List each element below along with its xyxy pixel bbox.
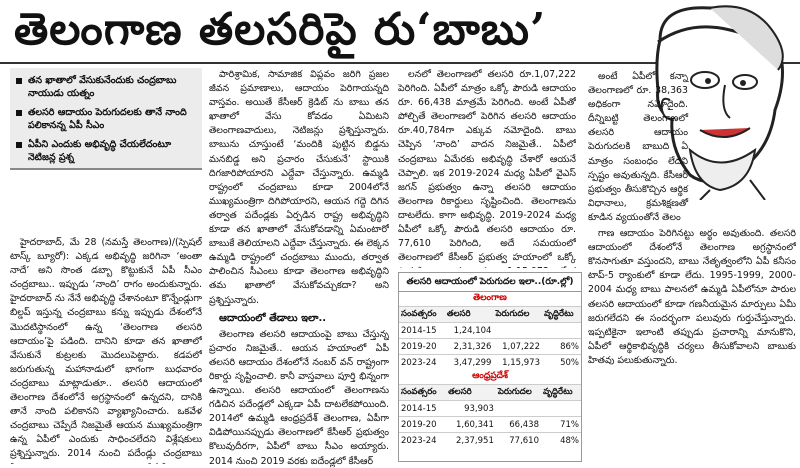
- telangana-table: [399, 306, 581, 370]
- table-cell: 2014-15: [399, 323, 445, 339]
- table-cell: 50%: [542, 355, 581, 371]
- headline: తెలంగాణ తలసరిపై రు‘బాబు’: [14, 4, 547, 55]
- table-cell: 2019-20: [399, 417, 446, 433]
- table-cell: 2023-24: [399, 355, 445, 371]
- table-cell: 2,37,951: [446, 433, 496, 449]
- column-header: సంవత్సరం: [399, 307, 445, 323]
- table-cell: 1,24,104: [445, 323, 494, 339]
- column-header: వృద్ధిరేటు: [541, 385, 581, 401]
- column-header: వృద్ధిరేటు: [542, 307, 581, 323]
- table-row: [399, 355, 581, 371]
- table-cell: 2,31,326: [445, 339, 494, 355]
- bullet-icon: [16, 110, 22, 116]
- article-paragraph: హైదరాబాద్, మే 28 (నమస్తే తెలంగాణ)/(స్పెషల్ టాస్క్ బ్యూరో): ఎక్కడ అభివృద్ధి జరిగినా ‘అంతా నాదే’ అని సొంత డబ్బా కొట్టుకునే ఏపీ సీఎం చంద్రబాబు.. ఇప్పుడు ‘నాంది’ రాగం అందుకున్నారు. హైదరాబాద్ ను నేనే అభివృద్ధి చేశానంటూ కొన్నేండ్లుగా బిల్డప్ ఇస్తున్న చంద్రబాబు కన్ను ఇప్పుడు దేశంలోనే మొదటిస్థానంలో ఉన్న ‘తెలంగాణ తలసరి ఆదాయం’పై పడింది. దానిని కూడా తన ఖాతాలో వేసుకునే కుట్రలకు మొదలుపెట్టారు. కడపలో జరుగుతున్న మహానాడులో భాగంగా బుధవారం చంద్రబాబు మాట్లాడుతూ.. తలసరి ఆదాయంలో తెలంగాణ దేశంలోనే అగ్రస్థానంలో ఉన్నదని, దానికి తానే నాంది పలికానని వ్యాఖ్యానించారు. ఒకవేళ చంద్రబాబు చెప్పేదే నిజమైతే ఆయన ముఖ్యమంత్రిగా ఉన్న ఏపీలో ఎందుకు సాధించలేదని విశ్లేషకులు ప్రశ్నిస్తున్నారు. 2014 నుంచి పదేండ్లు చంద్రబాబు: [10, 237, 202, 460]
- article-column-1: [10, 236, 202, 464]
- highlight-item: తన ఖాతాలో వేసుకునేందుకు చంద్రబాబు నాయుడు యత్నం: [14, 74, 196, 100]
- table-cell: 3,47,299: [445, 355, 494, 371]
- table-cell: 77,610: [496, 433, 541, 449]
- table-row: [399, 433, 581, 449]
- article-paragraph: అంటే ఏపీలో కన్నా తెలంగాణలో రూ. 38,363 అధికంగా నమోదైంది. దీన్నిబట్టి తెలంగాణలో తలసరి ఆదాయం పెరుగుదలకి బాబుది ఏ మాత్రం సంబంధం లేదని స్పష్టం అవుతున్నది. కేసీఆర్ ప్రభుత్వం తీసుకొచ్చిన ఆర్థిక విధానాలు, క్రమశిక్షణతో కూడిన వ్యయంతోనే తెలం: [588, 71, 688, 223]
- article-paragraph: గాణ ఆదాయం పెరిగినట్టు అర్థం అవుతుంది. తలసరి ఆదాయంలో దేశంలోనే తెలంగాణ అగ్రస్థానంలో కొనసాగుతూ వస్తుందని, బాబు నేతృత్వంలోని ఏపీ కనీసం టాప్-5 ర్యాంకులో కూడా లేదు. 1995-1999, 2000-2004 మధ్య బాబు పాలనలో ఉమ్మడి ఏపీలోనూ పారుల తలసరి ఆదాయంలో కూడా గణనీయమైన మార్పులు ఏమీ జరుగలేదని ఈ సందర్భంగా పలువురు గుర్తుచేస్తున్నారు. ఇప్పటికైనా ఇలాంటి తప్పుడు ప్రచారాన్ని మానుకొని, ఏపీలో ఆర్థికాభివృద్ధికి చర్యలు తీసుకోవాలని బాబుకు హితవు పలుకుతున్నారు.: [588, 228, 796, 366]
- article-paragraph: పారిశ్రామిక, సామాజిక విప్లవం జరిగి ప్రజల జీవన ప్రమాణాలు, ఆదాయం పెరిగాయన్నది వాస్తవం. అయితే కేసీఆర్ క్రెడిట్ ను బాబు తన ఖాతాలో వేసు కోవడం ఏమిటని తెలంగాణవాదులు, నెటిజన్లు ప్రశ్నిస్తున్నారు. బాబును చూస్తుంటే ‘మందికి పుట్టిన బిడ్డను మనబిడ్డ అని ప్రచారం చేసుకునే’ స్టాయికి దిగజారిపోయారని ఎద్దేవా చేస్తున్నారు. ఉమ్మడి రాష్ట్రంలో చంద్రబాబు కూడా 2004లోనే ముఖ్యమంత్రిగా దిగిపోయారని, ఆయన గద్దె దిగిన తర్వాత పదేండ్లకు ఏర్పడిన రాష్ట్ర అభివృద్ధిని కూడా తన ఖాతాలో వేసుకోవడాన్ని ఏమంటారో బాబుకే తెలియాలని ఎద్దేవా చేస్తున్నారు. ఈ లెక్కన ఉమ్మడి రాష్ట్రంలో చంద్రబాబు ముందు, తర్వాత పాలించిన సీఎంలు కూడా తెలంగాణ అభివృద్ధిని తమ ఖాతాలో వేసుకోవచ్చుకదా? అని ప్రశ్నిస్తున్నారు.: [209, 69, 389, 306]
- highlight-item: తలసరి ఆదాయం పెరుగుదలకు తానే నాంది పలికానన్న ఏపీ సీఎం: [14, 106, 196, 132]
- income-table: [398, 272, 582, 462]
- bullet-icon: [16, 78, 22, 84]
- ap-table: [399, 384, 581, 448]
- table-cell: [542, 323, 581, 339]
- table-cell: 1,07,222: [493, 339, 542, 355]
- table-row: [399, 401, 581, 417]
- table-cell: [496, 401, 541, 417]
- table-cell: 1,15,973: [493, 355, 542, 371]
- table-header-row: [399, 307, 581, 323]
- column-header: సంవత్సరం: [399, 385, 446, 401]
- table-cell: 2014-15: [399, 401, 446, 417]
- highlight-box: [10, 68, 202, 170]
- table-cell: 2023-24: [399, 433, 446, 449]
- table-row: [399, 339, 581, 355]
- article-paragraph: లనలో తెలంగాణలో తలసరి రూ.1,07,222 పెరిగింది. ఏపీలో మాత్రం ఒక్కో పౌరుడి ఆదాయం రూ. 66,438 మాత్రమే పెరిగింది. అంటే ఏపీతో పోల్చితే తెలంగాణలో పెరిగిన తలసరి ఆదాయం రూ.40,784గా ఎక్కువ నమోదైంది. బాబు చెప్పిన ‘నాంది’ వాదన నిజమైతే.. ఏపీలో చంద్రబాబు ఏమేరకు అభివృద్ధి చేశారో ఆయనే చెప్పాలి. ఇక 2019-2024 మధ్య ఏపీలో వైఎస్ జగన్ ప్రభుత్వం ఉన్నా తలసరి ఆదాయం తెలంగాణ రికార్డులు సృష్టించింది. తెలంగాణను దాటలేదు. కాగా అభివృద్ధి. 2019-2024 మధ్య ఏపీలో ఒక్కో పౌరుడి తలసరి ఆదాయం రూ. 77,610 పెరిగింది, అదే సమయంలో తెలంగాణలో కేసీఆర్ ప్రభుత్వ హయాంలో ఒక్కో: [398, 69, 576, 264]
- table-cell: 93,903: [446, 401, 496, 417]
- table-cell: 71%: [541, 417, 581, 433]
- state-label-ap: ఆంధ్రప్రదేశ్: [472, 371, 508, 381]
- article-column-2: [209, 68, 389, 468]
- article-column-3: [398, 68, 576, 268]
- column-header: పెరుగుదల: [493, 307, 542, 323]
- table-cell: 86%: [542, 339, 581, 355]
- table-cell: [541, 401, 581, 417]
- state-label-telangana: తెలంగాణ: [473, 293, 507, 303]
- subheading: ఆదాయంలో తేడాలు ఇలా..: [219, 312, 327, 324]
- column-header: తలసరి: [445, 307, 494, 323]
- table-cell: [493, 323, 542, 339]
- highlight-item: ఏపీని ఎందుకు అభివృద్ధి చేయలేదంటూ నెటిజన్ల ప్రశ్న: [14, 138, 196, 164]
- table-header-row: [399, 385, 581, 401]
- table-title: తలసరి ఆదాయంలో పెరుగుదల ఇలా..(రూ.ల్లో): [399, 273, 581, 292]
- column-header: తలసరి: [446, 385, 496, 401]
- column-header: పెరుగుదల: [496, 385, 541, 401]
- table-cell: 48%: [541, 433, 581, 449]
- table-row: [399, 323, 581, 339]
- table-cell: 1,60,341: [446, 417, 496, 433]
- article-column-4: [588, 70, 796, 465]
- table-cell: 66,438: [496, 417, 541, 433]
- table-cell: 2019-20: [399, 339, 445, 355]
- article-paragraph: తెలంగాణ తలసరి ఆదాయంపై బాబు చేస్తున్న ప్రచారం నిజమైతే.. ఆయన హయాంలో ఏపీ తలసరి ఆదాయం దేశంలోనే నంబర్ వన్ రాష్ట్రంగా రికార్డు సృష్టించాలి. కానీ వాస్తవాలు పూర్తి భిన్నంగా ఉన్నాయి. తలసరి ఆదాయంలో తెలంగాణను గడిచిన పదేండ్లలో ఎక్కడా ఏపీ దాటలేకపోయింది. 2014లో ఉమ్మడి ఆంధ్రప్రదేశ్ తెలంగాణ, ఏపీగా విడిపోయినప్పుడు తెలంగాణలో కేసీఆర్ ప్రభుత్వం కొలువుదీరగా, ఏపీలో బాబు సీఎం అయ్యారు. 2014 నుంచి 2019 వరకు ఐదేండ్లలో కేసీఆర్: [209, 328, 389, 467]
- bullet-icon: [16, 142, 22, 148]
- table-row: [399, 417, 581, 433]
